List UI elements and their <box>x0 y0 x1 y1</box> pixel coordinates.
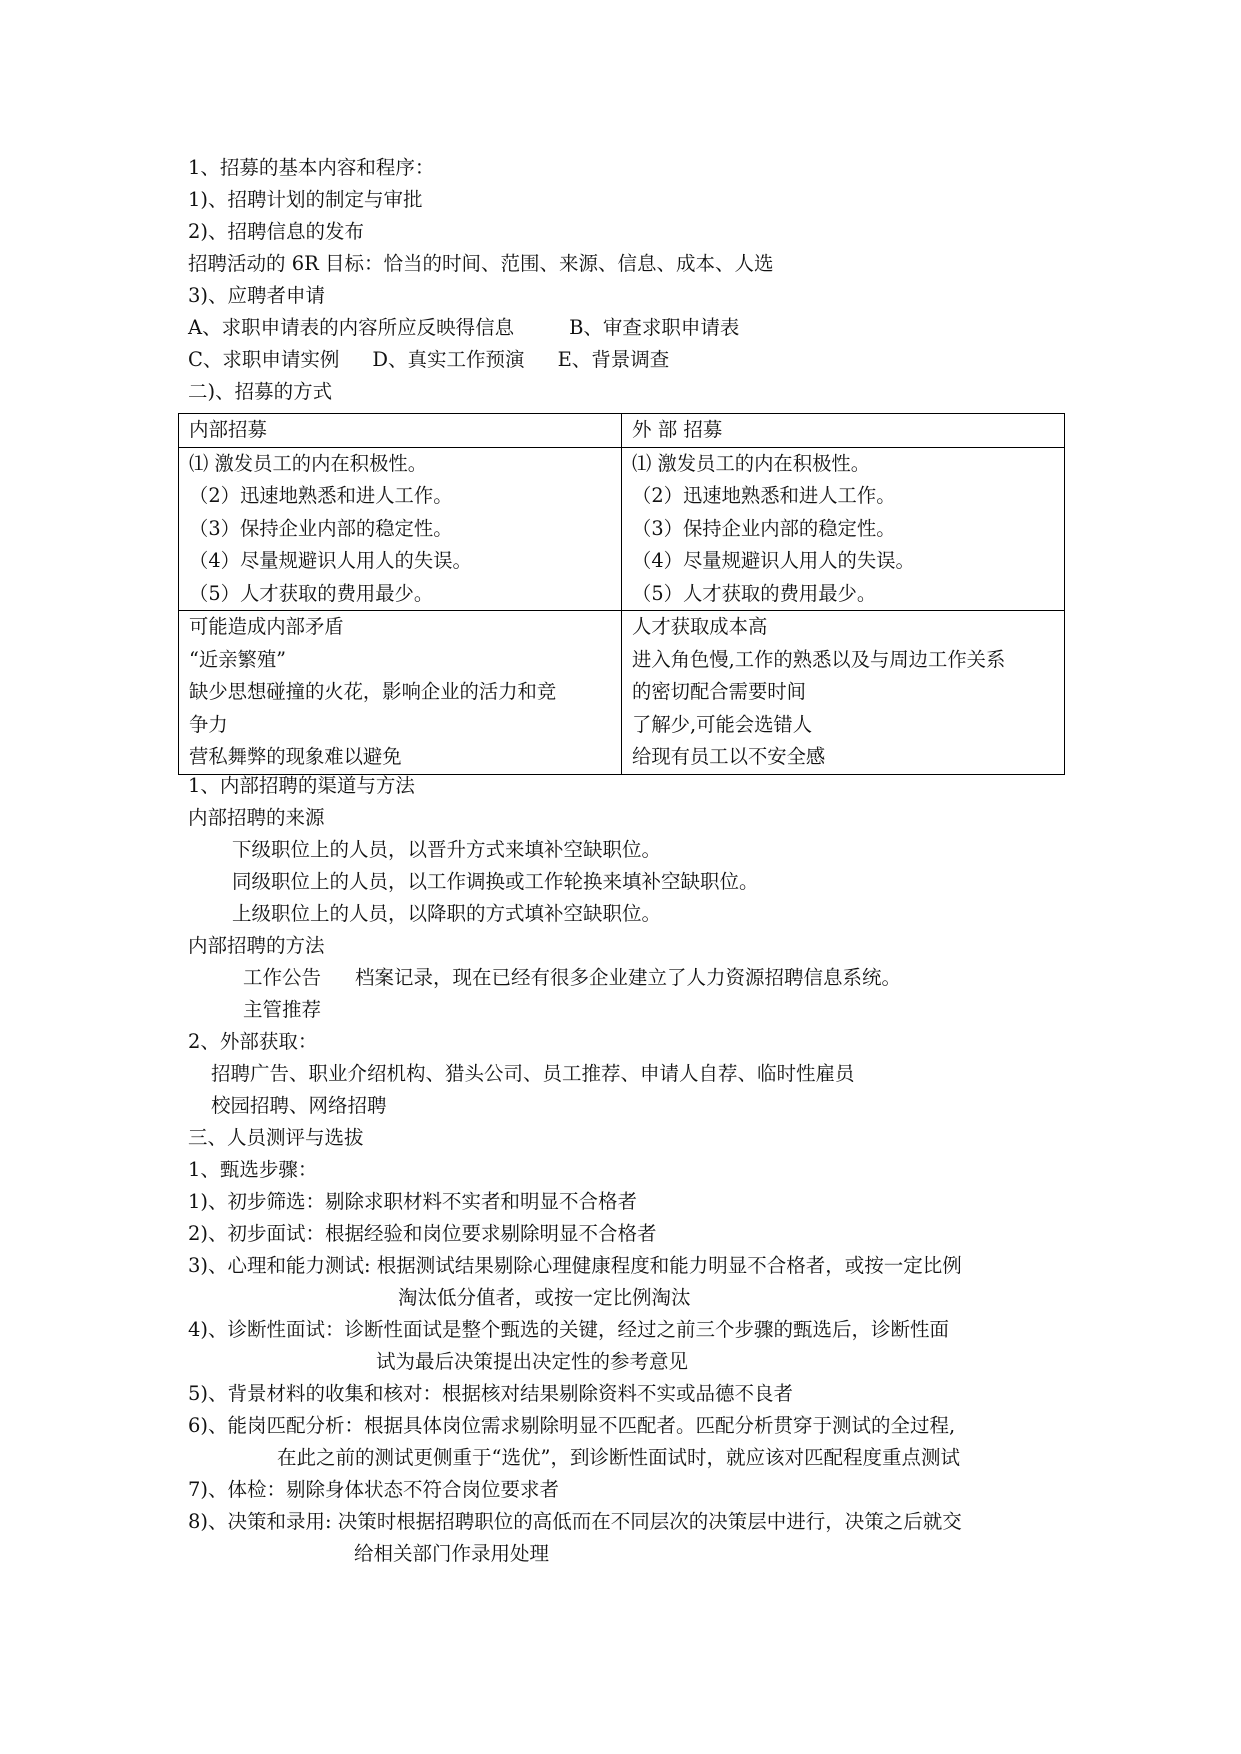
internal-source-3: 上级职位上的人员，以降职的方式填补空缺职位。 <box>232 902 662 925</box>
list-item: 给现有员工以不安全感 <box>632 745 826 768</box>
external-advantages-cell <box>622 447 1065 611</box>
selection-step-7: 7)、体检：剔除身体状态不符合岗位要求者 <box>188 1478 560 1501</box>
item-e: E、背景调查 <box>557 348 670 371</box>
table-header-row <box>179 414 1065 448</box>
list-item: ⑴ 激发员工的内在积极性。 <box>189 451 428 475</box>
internal-advantages-cell <box>179 447 622 611</box>
table-row-advantages <box>179 447 1065 611</box>
list-item: 进入角色慢,工作的熟悉以及与周边工作关系 <box>632 647 1006 671</box>
6r-goal-line: 招聘活动的 6R 目标：恰当的时间、范围、来源、信息、成本、人选 <box>188 252 774 275</box>
list-item: （2）迅速地熟悉和进人工作。 <box>189 484 453 507</box>
item-c: C、求职申请实例 <box>188 348 340 371</box>
selection-step-1: 1)、初步筛选：剔除求职材料不实者和明显不合格者 <box>188 1190 638 1213</box>
list-item: 争力 <box>189 712 228 736</box>
step-recruitment-plan: 1)、招聘计划的制定与审批 <box>188 188 423 211</box>
list-item: （3）保持企业内部的稳定性。 <box>189 516 453 540</box>
list-item: （5）人才获取的费用最少。 <box>189 581 434 605</box>
step-publish-info: 2)、招聘信息的发布 <box>188 220 365 243</box>
section-heading-recruitment-procedure: 1、招募的基本内容和程序： <box>188 156 435 179</box>
list-item: （4）尽量规避识人用人的失误。 <box>632 549 915 572</box>
section-heading-internal-channels: 1、内部招聘的渠道与方法 <box>188 774 415 797</box>
internal-method-2: 主管推荐 <box>243 998 322 1021</box>
method-records: 档案记录，现在已经有很多企业建立了人力资源招聘信息系统。 <box>355 966 902 989</box>
list-item: 缺少思想碰撞的火花，影响企业的活力和竞 <box>189 680 557 703</box>
list-item: （3）保持企业内部的稳定性。 <box>632 516 896 540</box>
selection-step-8: 8)、决策和录用: 决策时根据招聘职位的高低而在不同层次的决策层中进行，决策之后就交 <box>188 1510 962 1533</box>
selection-step-5: 5)、背景材料的收集和核对：根据核对结果剔除资料不实或品德不良者 <box>188 1382 794 1405</box>
internal-method-title: 内部招聘的方法 <box>188 934 325 957</box>
step-applicant-apply: 3)、应聘者申请 <box>188 284 326 307</box>
list-item: “近亲繁殖” <box>189 647 287 671</box>
list-item: 营私舞弊的现象难以避免 <box>189 745 402 768</box>
list-item: 了解少,可能会选错人 <box>632 712 813 736</box>
selection-step-6: 6)、能岗匹配分析：根据具体岗位需求剔除明显不匹配者。匹配分析贯穿于测试的全过程, <box>188 1414 956 1437</box>
item-b: B、审查求职申请表 <box>569 316 740 339</box>
header-external: 外 部 招募 <box>622 414 1065 448</box>
list-item: （4）尽量规避识人用人的失误。 <box>189 549 472 572</box>
selection-step-3: 3)、心理和能力测试: 根据测试结果剔除心理健康程度和能力明显不合格者，或按一定比例 <box>188 1254 962 1277</box>
item-d: D、真实工作预演 <box>372 348 525 371</box>
apply-items-row-2 <box>188 344 669 376</box>
internal-source-title: 内部招聘的来源 <box>188 806 325 829</box>
selection-step-4: 4)、诊断性面试：诊断性面试是整个甄选的关键，经过之前三个步骤的甄选后，诊断性面 <box>188 1318 950 1341</box>
apply-items-row-1 <box>188 312 739 344</box>
selection-step-8-cont: 给相关部门作录用处理 <box>354 1542 550 1565</box>
method-job-posting: 工作公告 <box>243 966 322 989</box>
external-disadvantages-cell <box>622 611 1065 775</box>
external-channels-1: 招聘广告、职业介绍机构、猎头公司、员工推荐、申请人自荐、临时性雇员 <box>211 1062 855 1085</box>
selection-step-4-cont: 试为最后决策提出决定性的参考意见 <box>376 1350 689 1373</box>
list-item: 人才获取成本高 <box>632 615 768 638</box>
section-heading-external: 2、外部获取： <box>188 1030 318 1053</box>
list-item: 的密切配合需要时间 <box>632 680 806 703</box>
list-item: ⑴ 激发员工的内在积极性。 <box>632 451 871 475</box>
header-internal: 内部招募 <box>179 414 622 448</box>
internal-source-1: 下级职位上的人员，以晋升方式来填补空缺职位。 <box>232 838 662 861</box>
selection-steps-title: 1、甄选步骤： <box>188 1158 318 1181</box>
selection-step-2: 2)、初步面试：根据经验和岗位要求剔除明显不合格者 <box>188 1222 657 1245</box>
internal-disadvantages-cell <box>179 611 622 775</box>
list-item: 可能造成内部矛盾 <box>189 615 344 638</box>
internal-method-1 <box>243 962 901 994</box>
list-item: （5）人才获取的费用最少。 <box>632 581 877 605</box>
external-channels-2: 校园招聘、网络招聘 <box>211 1094 387 1117</box>
selection-step-3-cont: 淘汰低分值者，或按一定比例淘汰 <box>398 1286 691 1309</box>
table-row-disadvantages <box>179 611 1065 775</box>
selection-step-6-cont: 在此之前的测试更侧重于“选优”，到诊断性面试时，就应该对匹配程度重点测试 <box>277 1446 960 1469</box>
section-heading-recruitment-methods: 二)、招募的方式 <box>188 380 333 403</box>
list-item: （2）迅速地熟悉和进人工作。 <box>632 484 896 507</box>
recruitment-comparison-table <box>178 413 1065 775</box>
section-heading-assessment: 三、人员测评与选拔 <box>188 1126 364 1149</box>
item-a: A、求职申请表的内容所应反映得信息 <box>188 316 515 339</box>
internal-source-2: 同级职位上的人员，以工作调换或工作轮换来填补空缺职位。 <box>232 870 759 893</box>
